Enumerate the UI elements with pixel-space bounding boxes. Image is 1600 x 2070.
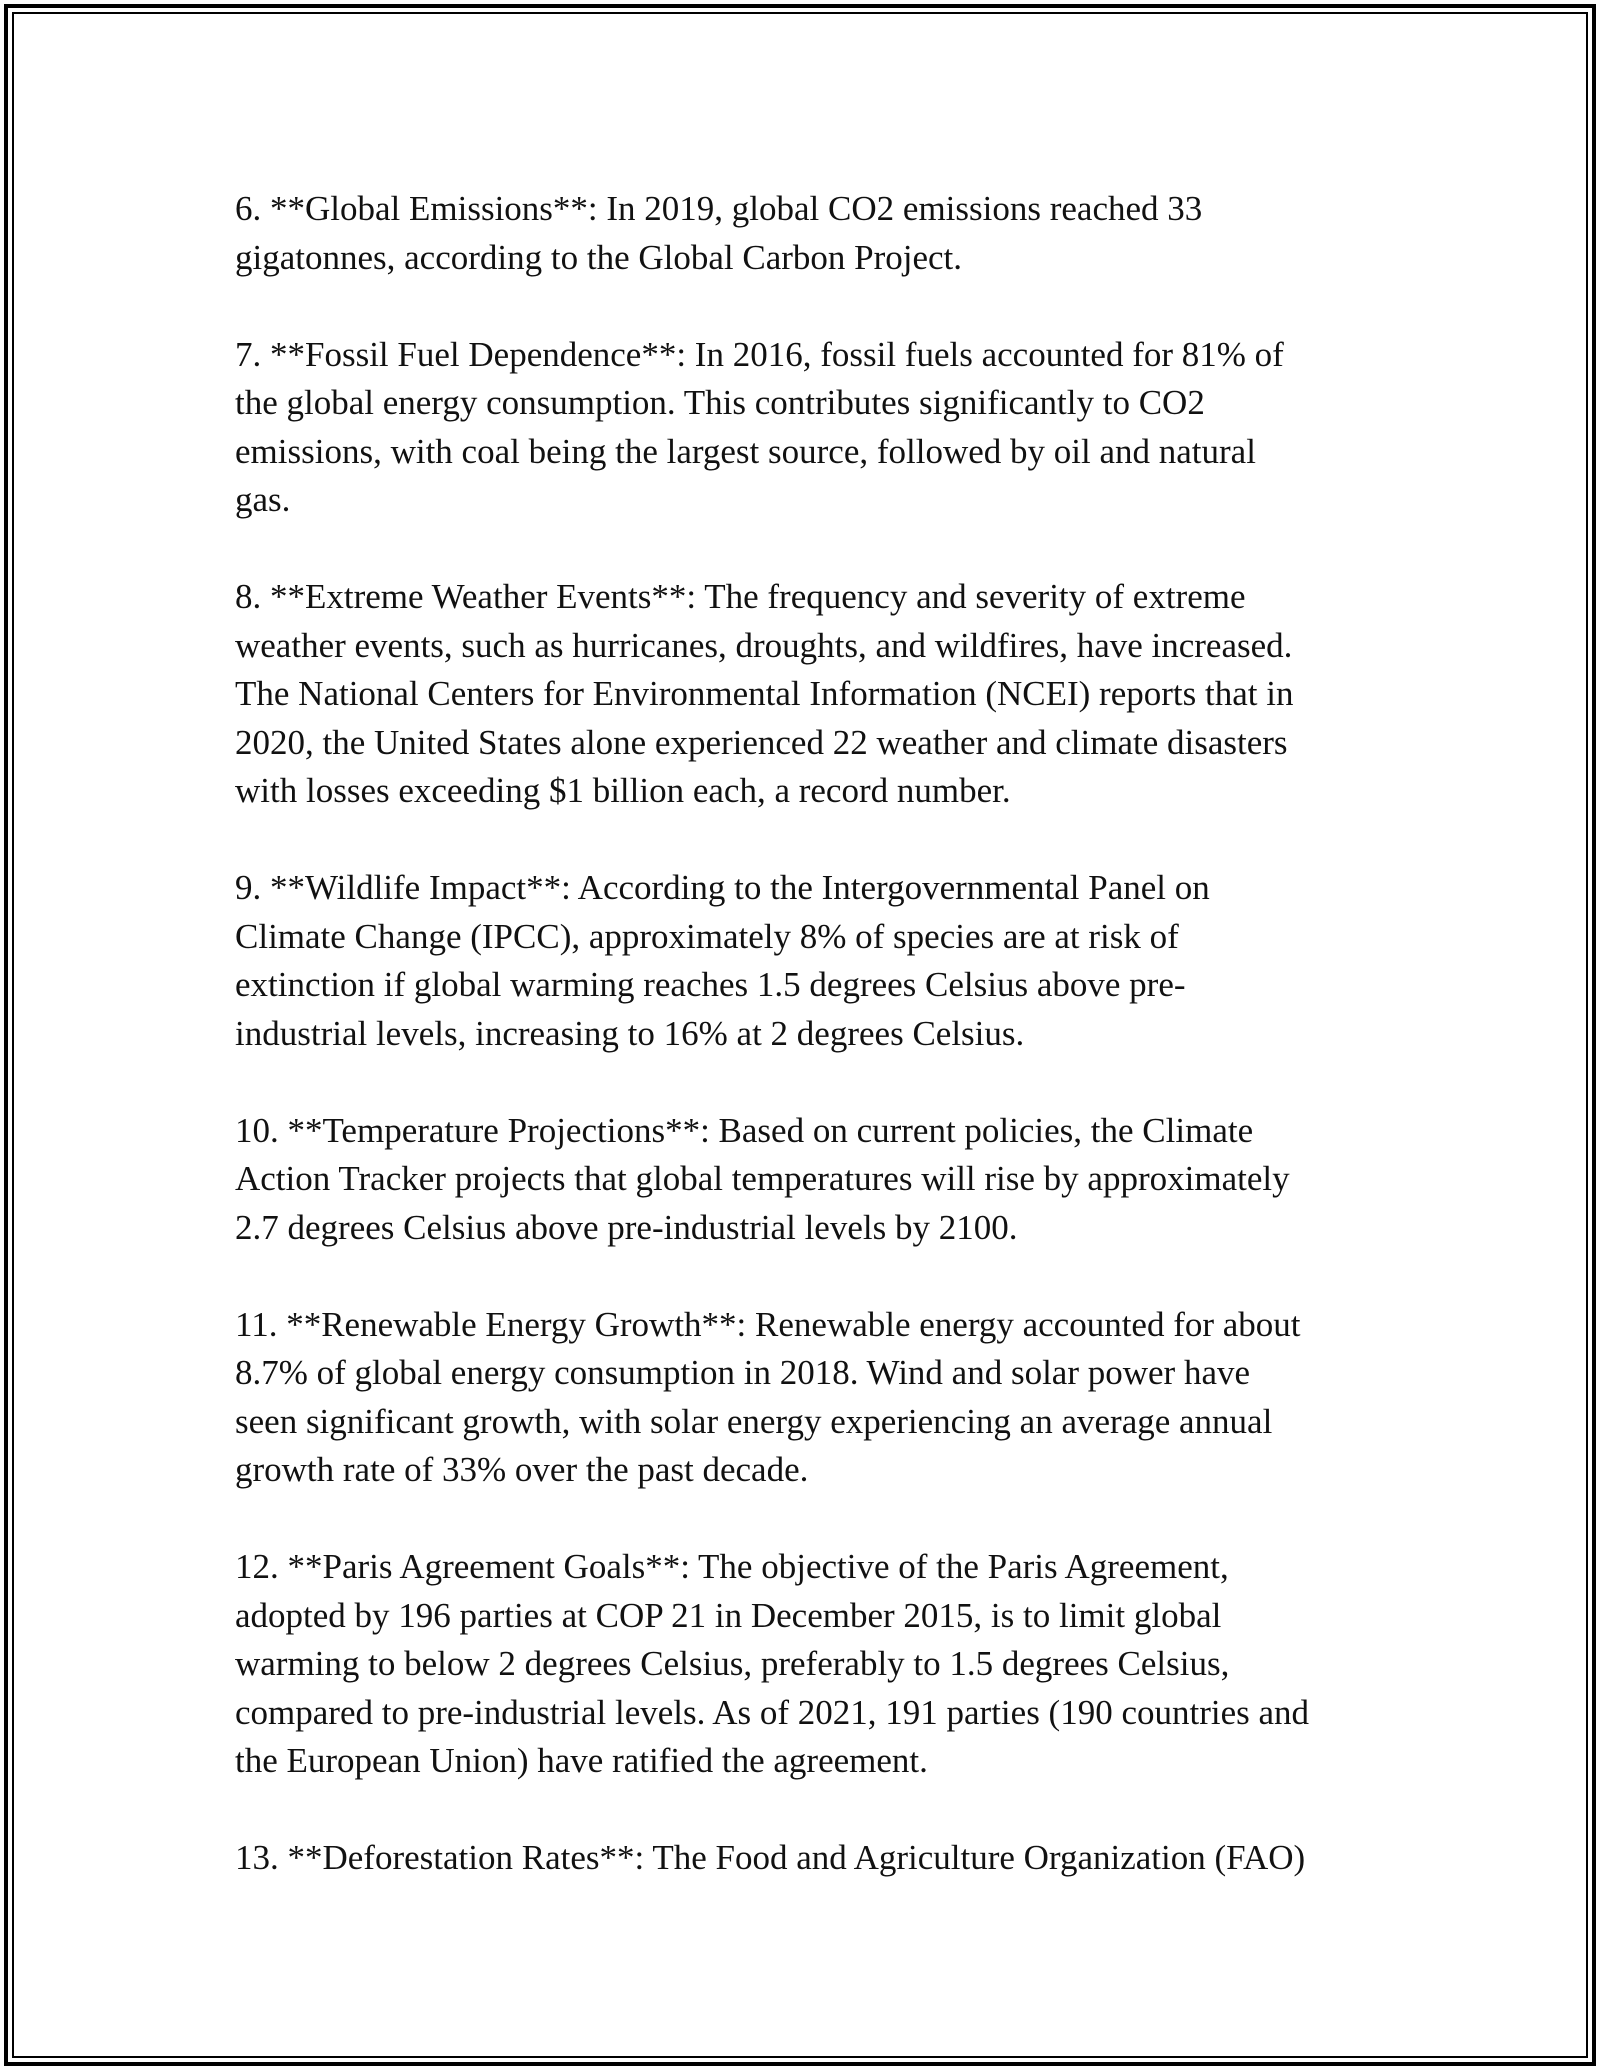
- paragraph-global-emissions: 6. **Global Emissions**: In 2019, global CO2 emissions reached 33 gigatonnes, according to the Global Carbon Project.: [235, 189, 1203, 277]
- paragraph-renewable-energy-growth: 11. **Renewable Energy Growth**: Renewable energy accounted for about 8.7% of global energy consumption in 2018. Wind and solar power have seen significant growth, with solar energy experiencing an average annual growth rate of 33% over the past decade.: [235, 1304, 1301, 1489]
- paragraph-paris-agreement-goals: 12. **Paris Agreement Goals**: The objective of the Paris Agreement, adopted by 196 parties at COP 21 in December 2015, is to limit global warming to below 2 degrees Celsius, preferably to 1.5 degrees Celsius, compared to pre-industrial levels. As of 2021, 191 parties (190 countries and the European Union) have ratified the agreement.: [235, 1547, 1310, 1780]
- paragraph-temperature-projections: 10. **Temperature Projections**: Based on current policies, the Climate Action Tracker projects that global temperatures will rise by approximately 2.7 degrees Celsius above pre-industrial levels by 2100.: [235, 1110, 1290, 1247]
- paragraph-wildlife-impact: 9. **Wildlife Impact**: According to the Intergovernmental Panel on Climate Change (IPCC), approximately 8% of species are at risk of extinction if global warming reaches 1.5 degrees Celsius above pre- industrial levels, increasing to 16% at 2 degrees Celsius.: [235, 868, 1210, 1053]
- document-body: [235, 185, 1385, 1931]
- paragraph-fossil-fuel-dependence: 7. **Fossil Fuel Dependence**: In 2016, fossil fuels accounted for 81% of the global energy consumption. This contributes significantly to CO2 emissions, with coal being the largest source, followed by oil and natural gas.: [235, 334, 1284, 519]
- paragraph-extreme-weather-events: 8. **Extreme Weather Events**: The frequency and severity of extreme weather events, such as hurricanes, droughts, and wildfires, have increased. The National Centers for Environmental Information (NCEI) reports that in 2020, the United States alone experienced 22 weather and climate disasters with losses exceeding $1 billion each, a record number.: [235, 577, 1294, 810]
- paragraph-deforestation-rates: 13. **Deforestation Rates**: The Food and Agriculture Organization (FAO): [235, 1838, 1306, 1877]
